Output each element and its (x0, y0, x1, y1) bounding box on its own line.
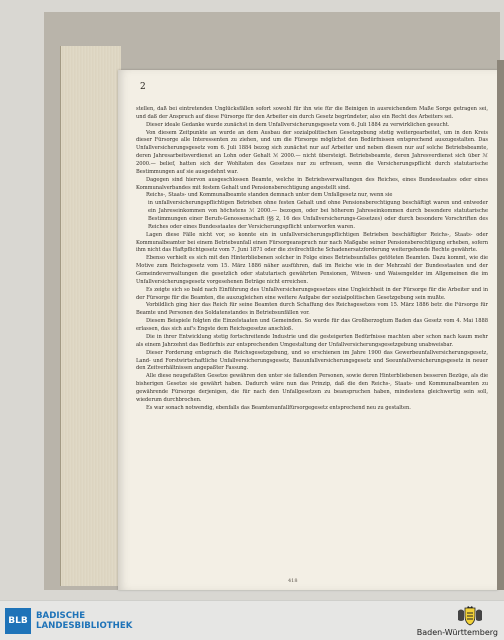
paragraph: Reichs-, Staats- und Kommunalbeamte standen demnach unter dem Unfallgesetz nur, wenn sie (146, 192, 393, 199)
paragraph: Lagen diese Fälle nicht vor, so konnte ein in unfallversicherungspflichtigen Betrieben beschäftigter Reichs-, Staats- oder Kommunalbeamter bei einem Betriebsunfall einen Fürsorgeanspruch nur nach Maßgabe seiner Pensionsberechtigung erheben, sofern ihm nicht das Haftpflichtgesetz vom 7. Juni 1871 oder die zivilrechtliche Schadenersatzforderung weitergehende Rechte gewährte. (136, 231, 488, 254)
paragraph: Es war sonach notwendig, ebenfalls das Beamtenunfallfürsorgegesetz entsprechend neu zu gestalten. (146, 404, 411, 411)
paragraph: Dagegen sind hiervon ausgeschlossen Beamte, welche in Betriebsverwaltungen des Reiches, eines Bundesstaates oder eines Kommunalverbandes mit festem Gehalt und Pensionsberechtigung angestellt sind. (136, 176, 488, 191)
page-body-text (136, 106, 488, 413)
library-name (36, 611, 132, 631)
paragraph: Dieser ideale Gedanke wurde zunächst in dem Unfallversicherungsgesetz vom 6. Juli 1884 zu verwirklichen gesucht. (146, 121, 450, 128)
library-name-line1: BADISCHE (36, 611, 86, 621)
paragraph: Alle diese neugefaßten Gesetze gewähren den unter sie fallenden Personen, sowie deren Hinterbliebenen besseren Bezüge, als die bisherigen Gesetze sie gewährt haben. Dadurch wäre nun das Prinzip, daß die den Reichs-, Staats- und Kommunalbeamten zu gewährende Fürsorge derjenigen, die für nach den Unfallgesetzen zu beanspruchen haben, mindestens gleichwertig sein soll, wiederum durchbrochen. (136, 373, 488, 403)
paragraph-block: in unfallversicherungspflichtigen Betrieben ohne festen Gehalt und ohne Pensionsberechtigung beschäftigt waren und entweder ein Jahreseinkommen von höchstens ℳ 2000.— bezogen, oder bei höherem Jahreseinkommen durch besondere statutarische Bestimmungen einer Berufs-Genossenschaft (§§ 2, 16 des Unfallversicherungs-Gesetzes) oder durch besondere Vorschriften des Reiches oder eines Bundesstaates der Versicherungspflicht unterworfen waren. (148, 200, 488, 230)
blb-logo[interactable]: BLB (5, 608, 31, 634)
page-number: 2 (140, 82, 146, 92)
paragraph: Ebenso verhielt es sich mit den Hinterbliebenen solcher in Folge eines Betriebsunfalles getöteten Beamten. Dazu kommt, wie die Motive zum Reichsgesetz vom 15. März 1886 näher ausführen, daß im Reiche wie in der Mehrzahl der Bundesstaaten und der Gemeindeverwaltungen die gesetzlich oder statutarisch gewährten Pensionen, Witwen- und Waisengelder im Allgemeinen die im Unfallversicherungsgesetz vorgesehenen Beträge nicht erreichen. (136, 255, 488, 285)
paragraph: Diesem Beispiele folgten die Einzelstaaten und Gemeinden. So wurde für das Großherzogtum Baden das Gesetz vom 4. Mai 1888 erlassen, das sich auf's Engste dem Reichsgesetze anschloß. (136, 318, 488, 333)
library-name-line2: LANDESBIBLIOTHEK (36, 621, 133, 631)
library-footer (0, 600, 504, 640)
paragraph: Vorbildlich ging hier das Reich für seine Beamten durch Schaffung des Reichsgesetzes vom 15. März 1886 betr. die Fürsorge für Beamte und Personen des Soldatenstandes in Betriebsunfällen vor. (136, 302, 488, 317)
paragraph: Es zeigte sich so bald nach Einführung des Unfallversicherungsgesetzes eine Ungleichheit in der Fürsorge für die Arbeiter und in der Fürsorge für die Beamten, die auszugleichen eine weitere Aufgabe der sozialpolitischen Gesetzgebung sein mußte. (136, 286, 488, 301)
signature-mark: 418 (288, 578, 298, 584)
book-page (118, 70, 498, 590)
paragraph: Die in ihrer Entwicklung stetig fortschreitende Industrie und die gesteigerten Bedürfnisse machten aber schon nach kaum mehr als einem Jahrzehnt das Bedürfnis zur entsprechenden Umgestaltung der Unfallversicherungsgesetzgebung unabweisbar. (136, 333, 488, 348)
paragraph: Dieser Forderung entsprach die Reichsgesetzgebung, und so erschienen im Jahre 1900 das Gewerbeunfallversicherungsgesetz, Land- und Forstwirtschaftliche Unfallversicherungsgesetz, Bauunfallversicherungsgesetz und Seeunfallversicherungsgesetz in neuer den Zeitverhältnissen angepaßter Fassung. (136, 349, 488, 372)
page-edges (60, 46, 121, 586)
paragraph: Von diesem Zeitpunkte an wurde an dem Ausbau der sozialpolitischen Gesetzgebung stetig weitergearbeitet, um in den Kreis dieser Fürsorge alle Interessenten zu ziehen, und um die Fürsorge möglichst den Bedürfnissen entsprechend auszugestalten. Das Unfallversicherungsgesetz vom 6. Juli 1884 bezog sich zunächst nur auf Arbeiter und neben diesen nur auf solche Betriebsbeamte, deren Jahresarbeitsverdienst an Lohn oder Gehalt ℳ 2000.— nicht übersteigt. Betriebsbeamte, deren Jahresverdienst sich über ℳ 2000.— belief, hatten sich der Wohltaten des Gesetzes nur zu erfreuen, wenn die Versicherungspflicht durch statutarische Bestimmungen auf sie ausgedehnt war. (136, 129, 488, 175)
state-name: Baden-Württemberg (416, 628, 498, 637)
cover-edge (497, 60, 504, 590)
paragraph: stellen, daß bei eintretenden Unglücksfällen sofort sowohl für ihn wie für die Beinigen in ausreichendem Maße Sorge getragen sei, und daß der Anspruch auf diese Fürsorge für den Arbeiter ein durch Gesetz begründeter, also ein Recht des Arbeiters sei. (136, 106, 488, 120)
coat-of-arms-icon (455, 605, 485, 627)
